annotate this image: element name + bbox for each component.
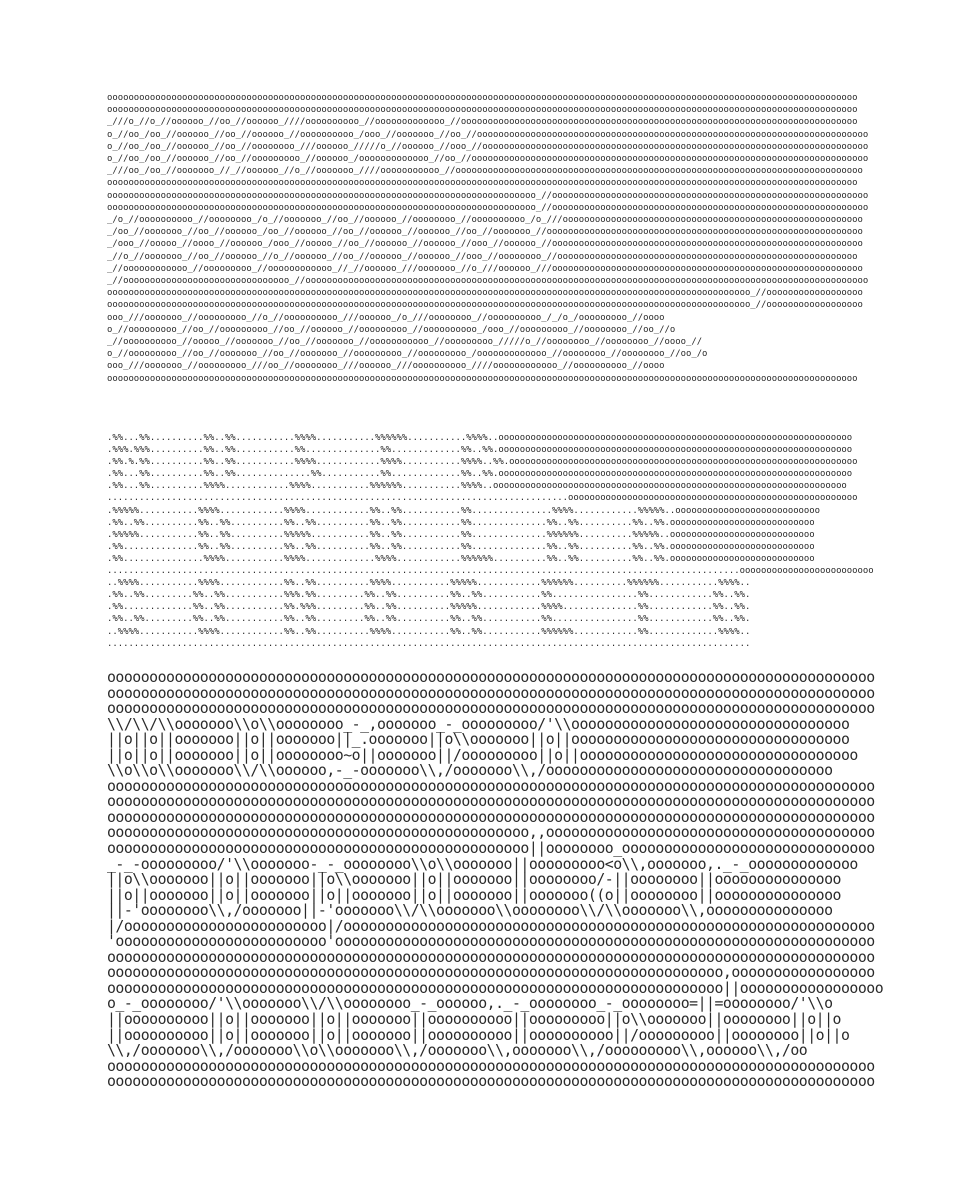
ascii-art-line: ||o||o||ooooooo||o||ooooooo||_.ooooooo||o\\ooooooo||o||ooooooooooooooooooooooooooooooooo xyxy=(107,730,850,749)
ascii-art-line: .%%.............%%..%%...........%%.%%%.........%%..%%..........%%%%%............%%%%..............%%............%%..%%. xyxy=(107,602,751,613)
ascii-art-line: o_//oo_/oo_//oooooo_//oo_//ooooooooo_//oooooo_/ooooooooooooo_//oo_//oooooooooooooooooooooooooooooooooooooooooooooooooooooooooooooooooooooooooo xyxy=(107,154,869,165)
ascii-art-line: .%%...%%..........%%..%%...........%%%%...........%%%%%%...........%%%%..oooooooooooooooooooooooooooooooooooooooooooooooooooooooooooooooooo xyxy=(107,433,853,443)
ascii-art-line: ||o\\ooooooo||o||ooooooo||o\\ooooooo||o||ooooooo||oooooooo/-||oooooooo||ooooooooooooooo xyxy=(107,870,841,889)
ascii-art-line: o_-_oooooooo/'\\ooooooo\\/\\oooooooo_-_oooooo,._-_oooooooo_-_oooooooo=||=oooooooo/'\\o xyxy=(107,994,833,1013)
ascii-art-line: ooooooooooooooooooooooooooooooooooooooooooooooooooooooooooooooooooooooooooooooooooooooooooo xyxy=(107,683,875,702)
ascii-art-line: ooooooooooooooooooooooooooooooooooooooooooooooooooooooooooooooooooooooooooooooooooooooooooo xyxy=(107,668,875,686)
ascii-art-line: .%%%%%...........%%%%............%%%%............%%..%%...........%%...............%%%%............%%%%%..ooooooooooooooooooooooooooo xyxy=(107,505,820,516)
ascii-art-line: ooooooooooooooooooooooooooooooooooooooooooooooooooooooooooooooooooooooooo||ooooooooooooooooo xyxy=(107,978,884,997)
ascii-art-line: ooooooooooooooooooooooooooooooooooooooooooooooooooooooooooooooooooooooooooooooooooooooooooo xyxy=(107,807,875,826)
ascii-art-line: ooo_///ooooooo_//ooooooooo_///oo_//oooooooo_///oooooo_///oooooooooo_////oooooooooooo_//oooooooooo_//oooo xyxy=(107,361,665,372)
ascii-art-line: .%%...%%..........%%..%%..............%%...........%%.............%%..%%.oooooooooooooooooooooooooooooooooooooooooooooooooooooooooooooooooo xyxy=(107,469,853,480)
ascii-art-middle-block xyxy=(107,432,874,650)
ascii-art-line: ||oooooooooo||o||ooooooo||o||ooooooo||oooooooooo||oooooooooo||/ooooooooo||oooooooo||o||o xyxy=(107,1025,850,1044)
ascii-art-line: o_//oo_/oo_//oooooo_//oo_//oooooooo_///oooooo_/////o_//oooooo_//ooo_//oooooooooooooooooooooooooooooooooooooooooooooooooooooooooooooooooooooooo xyxy=(107,141,869,152)
ascii-art-line: ........................................................................................................................ xyxy=(107,638,751,649)
ascii-art-line: ......................................................................................oooooooooooooooooooooooooooooooooooooooooooooooooooooo xyxy=(107,493,858,504)
ascii-art-line: ooooooooooooooooooooooooooooooooooooooooooooooooooooooooooooooooooooooooooooooooooooooooooo xyxy=(107,947,875,966)
ascii-art-line: ||oooooooooo||o||ooooooo||o||ooooooo||oooooooooo||ooooooooo||o\\ooooooo||oooooooo||o||o xyxy=(107,1010,841,1029)
ascii-art-line: \\o\\o\\ooooooo\\/\\oooooo,-_-ooooooo\\,/ooooooo\\,/oooooooooooooooooooooooooooooooooo xyxy=(107,761,833,780)
ascii-art-line: oooooooooooooooooooooooooooooooooooooooooooooooooooooooooooooooooooooooooooooooooooooooooooooooooooooooooooooooooooooooooooooooooooooooooooo xyxy=(107,178,858,189)
ascii-art-line: .%%%.%%%..........%%..%%...........%%..............%%.............%%..%%.oooooooooooooooooooooooooooooooooooooooooooooooooooooooooooooooooo xyxy=(107,445,853,456)
ascii-art-line: oooooooooooooooooooooooooooooooooooooooooooooooooooooooooooooooooooooooooooooooooooooooooooooooooooooooooooooooooooooooooooooooooooooooooooo xyxy=(107,373,858,384)
ascii-art-line: _//ooooooooooooooooooooooooooooooo_//ooooooooooooooooooooooooooooooooooooooooooooooooooooooooooooooooooooooooooooooooooooooooooooooooooooooooo xyxy=(107,276,869,287)
ascii-art-line: oooooooooooooooooooooooooooooooooooooooooooooooooooooooooooooooooooooooooooooooooooooooooooooooooooooooooooooooooooooooo_//oooooooooooooooooo xyxy=(107,300,863,311)
ascii-art-line: .%%%%%...........%%..%%..........%%%%%...........%%..%%...........%%..............%%%%%%..........%%%%%..ooooooooooooooooooooooooooo xyxy=(107,529,815,540)
ascii-art-bottom-block xyxy=(107,670,883,1090)
ascii-art-line: ......................................................................................................................ooooooooooooooooooooooooo xyxy=(107,566,874,577)
ascii-art-line: ooo_///ooooooo_//ooooooooo_//o_//oooooooooo_///oooooo_/o_///oooooooo_//oooooooooo_/_/o_/ooooooooo_//oooo xyxy=(107,312,665,323)
ascii-art-line: ||-'oooooooo\\,/ooooooo||-'ooooooo\\/\\ooooooo\\oooooooo\\/\\ooooooo\\,ooooooooooooooo xyxy=(107,901,833,920)
ascii-art-line: ..%%%%...........%%%%............%%..%%..........%%%%...........%%..%%...........%%%%%%............%%.............%%%%.. xyxy=(107,626,751,637)
ascii-art-line: o_//ooooooooo_//oo_//ooooooooo_//oo_//oooooo_//ooooooooo_//oooooooooo_/ooo_//ooooooooo_//oooooooo_//oo_//o xyxy=(107,324,676,335)
ascii-art-line: oooooooooooooooooooooooooooooooooooooooooooooooooo||oooooooo_oooooooooooooooooooooooooooooo xyxy=(107,839,875,858)
ascii-art-line: oooooooooooooooooooooooooooooooooooooooooooooooooooooooooooooooooooooooooooooooooooooooooooooooooooooooooooooooooooooooo_//oooooooooooooooooo xyxy=(107,288,863,299)
ascii-art-line: .%%.%.%%..........%%..%%...........%%%%............%%%%...........%%%%..%%.ooooooooooooooooooooooooooooooooooooooooooooooooooooooooooooooooo xyxy=(107,457,858,468)
ascii-art-line: _/ooo_//ooooo_//oooo_//oooooo_/ooo_//ooooo_//oo_//oooooo_//oooooo_//ooo_//oooooo_//oooooooooooooooooooooooooooooooooooooooooooooooooooooooooo xyxy=(107,239,863,250)
ascii-art-line: .%%...%%..........%%%%............%%%%...........%%%%%%...........%%%%..oooooooooooooooooooooooooooooooooooooooooooooooooooooooooooooooooo xyxy=(107,481,847,492)
ascii-art-line: |/oooooooooooooooooooooooo|/ooooooooooooooooooooooooooooooooooooooooooooooooooooooooooooooo xyxy=(107,916,875,935)
ascii-art-line: ooooooooooooooooooooooooooooooooooooooooooooooooooooooooooooooooooooooooo,ooooooooooooooooo xyxy=(107,963,875,982)
ascii-art-line: ||o||o||ooooooo||o||oooooooo~o||ooooooo||/ooooooooo||o||ooooooooooooooooooooooooooooooooo xyxy=(107,745,858,764)
ascii-art-line: o_//oo_/oo_//oooooo_//oo_//oooooo_//oooooooooo_/ooo_//ooooooo_//oo_//ooooooooooooooooooooooooooooooooooooooooooooooooooooooooooooooooooooooooo xyxy=(107,129,869,140)
ascii-art-line: \\/\\/\\ooooooo\\o\\oooooooo_-_,ooooooo_-_ooooooooo/'\\ooooooooooooooooooooooooooooooooo xyxy=(107,714,850,733)
ascii-art-line: ooooooooooooooooooooooooooooooooooooooooooooooooooooooooooooooooooooooooooooooooooooooooooo xyxy=(107,1072,875,1091)
ascii-art-line: .%%..............%%..%%..........%%..%%..........%%..%%...........%%..............%%..%%..........%%..%%.ooooooooooooooooooooooooooo xyxy=(107,541,815,552)
ascii-art-line: _//oooooooooooo_//ooooooooo_//oooooooooooo_//_//oooooo_///ooooooo_//o_///oooooo_///oooooooooooooooooooooooooooooooooooooooooooooooooooooooooo xyxy=(107,263,863,274)
ascii-art-line: 'ooooooooooooooooooooooooo'oooooooooooooooooooooooooooooooooooooooooooooooooooooooooooooooo xyxy=(107,932,875,951)
ascii-art-line: ||o||ooooooo||o||ooooooo||o||ooooooo||o||ooooooo||ooooooo((o||oooooooo||ooooooooooooooo xyxy=(107,885,841,904)
ascii-art-line: oooooooooooooooooooooooooooooooooooooooooooooooooooooooooooooooooooooooooooooooooooooooooooooooooooooooooooooooooooooooooooooooooooooooooooo xyxy=(107,93,858,103)
ascii-art-line: _//o_//ooooooo_//oo_//oooooo_//o_//oooooo_//oo_//oooooo_//oooooo_//ooo_//oooooooo_//oooooooooooooooooooooooooooooooooooooooooooooooooooooooo xyxy=(107,251,858,262)
ascii-art-line: _-_-ooooooooo/'\\ooooooo-_-_oooooooo\\o\\ooooooo||ooooooooo<o\\,ooooooo,._-_ooooooooooooo xyxy=(107,854,858,873)
ascii-art-line: ..%%%%...........%%%%............%%..%%..........%%%%...........%%%%%............%%%%%%..........%%%%%%...........%%%%.. xyxy=(107,578,751,589)
ascii-art-line: \\,/ooooooo\\,/ooooooo\\o\\ooooooo\\,/ooooooo\\,ooooooo\\,/ooooooooo\\,oooooo\\,/oo xyxy=(107,1041,808,1060)
ascii-art-line: .%%...............%%%%...........%%%%.............%%%%............%%%%%%..........%%..%%..........%%..%%.ooooooooooooooooooooooooooo xyxy=(107,553,815,564)
ascii-art-line: _/o_//oooooooooo_//oooooooo_/o_//ooooooo_//oo_//oooooo_//oooooooo_//oooooooooo_/o_///oooooooooooooooooooooooooooooooooooooooooooooooooooooooo xyxy=(107,215,863,226)
ascii-art-line: ooooooooooooooooooooooooooooooooooooooooooooooooooooooooooooooooooooooooooooooooooooooooooo xyxy=(107,792,875,811)
ascii-art-line: ooooooooooooooooooooooooooooooooooooooooooooooooooooooooooooooooooooooooooooooooooooooooooo xyxy=(107,1056,875,1075)
ascii-art-line: ooooooooooooooooooooooooooooooooooooooooooooooooooooooooooooooooooooooooooooooooooooooooooo xyxy=(107,699,875,718)
ascii-art-line: oooooooooooooooooooooooooooooooooooooooooooooooooooooooooooooooooooooooooooooooooooooooooooooooooooooooooooooooooooooooooooooooooooooooooooo xyxy=(107,105,858,116)
ascii-art-line: _/oo_//ooooooo_//oo_//oooooo_/oo_//oooooo_//oo_//oooooo_//oooooo_//oo_//ooooooo_//ooooooooooooooooooooooooooooooooooooooooooooooooooooooooooo xyxy=(107,227,863,238)
ascii-art-line: _//oooooooooo_//ooooo_//ooooooo_//oo_//ooooooo_//ooooooooooo_//ooooooooo_/////o_//oooooooo_//oooooooo_//oooo_// xyxy=(107,337,703,348)
ascii-art-line: oooooooooooooooooooooooooooooooooooooooooooooooooooooooooooooooooooooooooooooooo_//ooooooooooooooooooooooooooooooooooooooooooooooooooooooooooo xyxy=(107,202,869,213)
ascii-art-line: o_//ooooooooo_//oo_//ooooooo_//oo_//ooooooo_//ooooooooo_//ooooooooo_/ooooooooooooo_//oooooooo_//oooooooo_//oo_/o xyxy=(107,349,708,360)
ascii-art-line: .%%..%%..........%%..%%..........%%..%%..........%%..%%...........%%..............%%..%%..........%%..%%.ooooooooooooooooooooooooooo xyxy=(107,517,815,528)
ascii-art-line: .%%..%%.........%%..%%...........%%..%%.........%%..%%..........%%..%%...........%%................%%............%%..%%. xyxy=(107,614,751,625)
ascii-art-line: ooooooooooooooooooooooooooooooooooooooooooooooooooooooooooooooooooooooooooooooooooooooooooo xyxy=(107,776,875,795)
ascii-art-line: oooooooooooooooooooooooooooooooooooooooooooooooooo,,ooooooooooooooooooooooooooooooooooooooo xyxy=(107,823,875,842)
ascii-art-line: oooooooooooooooooooooooooooooooooooooooooooooooooooooooooooooooooooooooooooooooo_//ooooooooooooooooooooooooooooooooooooooooooooooooooooooooooo xyxy=(107,190,869,201)
ascii-art-line: .%%..%%.........%%..%%...........%%%.%%.........%%..%%..........%%..%%...........%%................%%............%%..%%. xyxy=(107,590,751,601)
ascii-art-line: _///oo_/oo_//ooooooo_//_//oooooo_//o_//ooooooo_////ooooooooooo_//oooooooooooooooooooooooooooooooooooooooooooooooooooooooooooooooooooooooooooo xyxy=(107,166,863,177)
ascii-art-top-block xyxy=(107,92,868,385)
ascii-art-line: _///o_//o_//oooooo_//oo_//oooooo_////oooooooooo_//ooooooooooooo_//oooooooooooooooooooooooooooooooooooooooooooooooooooooooooooooooooooooooooo xyxy=(107,117,858,128)
